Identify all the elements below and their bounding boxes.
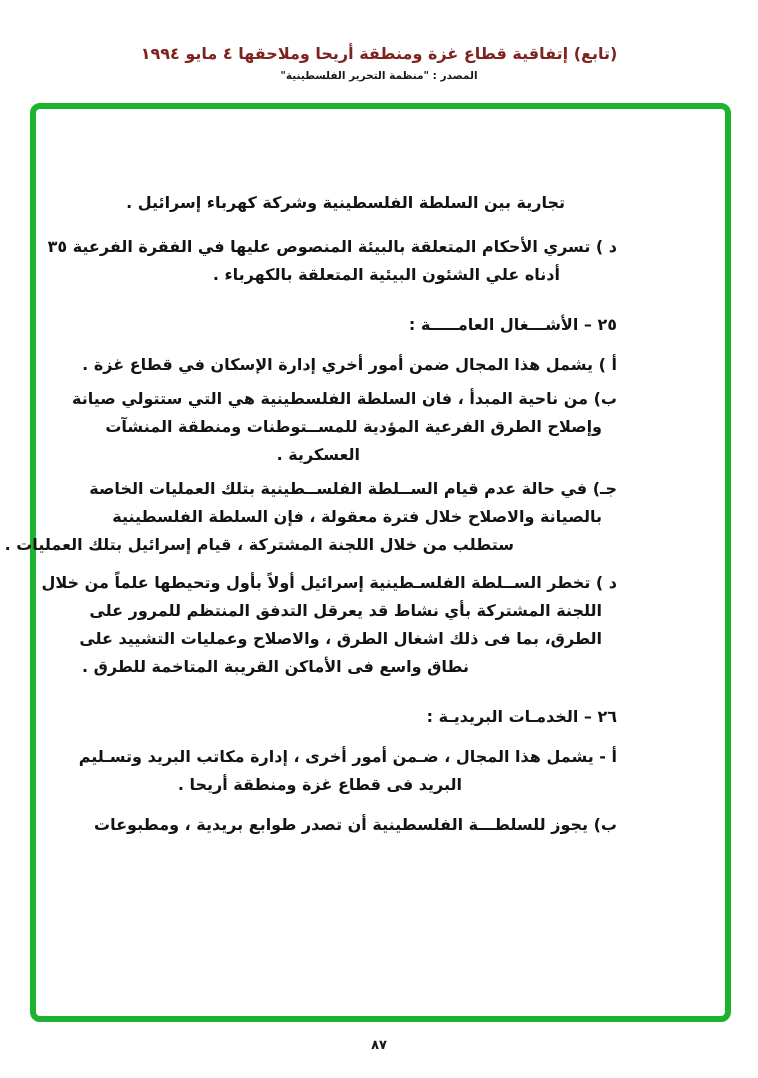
text-line: بالصيانة والاصلاح خلال فترة معقولة ، فإن السلطة الفلسطينية bbox=[112, 507, 602, 526]
paragraph-continuation bbox=[116, 189, 617, 217]
section-heading-25 bbox=[116, 311, 617, 339]
text-line: د ) تسري الأحكام المتعلقة بالبيئة المنصوص عليها في الفقرة الفرعية ٣٥ bbox=[47, 237, 617, 256]
text-line: وإصلاح الطرق الفرعية المؤدية للمســتوطنات ومنطقة المنشآت bbox=[105, 417, 602, 436]
paragraph-item-b2 bbox=[94, 811, 617, 839]
text-line: ب) من ناحية المبدأ ، فان السلطة الفلسطينية هي التي ستتولي صيانة bbox=[72, 389, 617, 408]
paragraph-item-j bbox=[4, 475, 617, 559]
text-line: البريد فى قطاع غزة ومنطقة أريحا . bbox=[177, 775, 462, 794]
text-line: تجارية بين السلطة الفلسطينية وشركة كهرباء إسرائيل . bbox=[126, 193, 565, 212]
paragraph-item-b1 bbox=[72, 385, 617, 469]
text-line: جـ) في حالة عدم قيام الســلطة الفلســطينية بتلك العمليات الخاصة bbox=[89, 479, 617, 498]
document-content bbox=[4, 109, 725, 839]
content-border-box bbox=[4, 103, 731, 1022]
page-header bbox=[0, 44, 758, 82]
paragraph-item-d1 bbox=[47, 233, 617, 289]
text-line: أ - يشمل هذا المجال ، ضـمن أمور أخرى ، إدارة مكاتب البريد وتسـليم bbox=[78, 747, 617, 766]
text-line: د ) تخطر الســلطة الفلسـطينية إسرائيل أولاً بأول وتحيطها علماً من خلال bbox=[41, 573, 617, 592]
section-heading-26 bbox=[116, 703, 617, 731]
paragraph-item-d2 bbox=[41, 569, 617, 681]
paragraph-item-a2 bbox=[78, 743, 617, 799]
text-line: أدناه علي الشئون البيئية المتعلقة بالكهرباء . bbox=[212, 265, 560, 284]
header-title: (تابع) إتفاقية قطاع غزة ومنطقة أريحا وملاحقها ٤ مايو ١٩٩٤ bbox=[140, 44, 618, 63]
text-line: العسكرية . bbox=[276, 445, 360, 464]
text-line: الطرق، بما فى ذلك اشغال الطرق ، والاصلاح وعمليات التشييد على bbox=[79, 629, 602, 648]
text-line: ستطلب من خلال اللجنة المشتركة ، قيام إسرائيل بتلك العمليات . bbox=[4, 535, 514, 554]
text-line: أ ) يشمل هذا المجال ضمن أمور أخري إدارة الإسكان في قطاع غزة . bbox=[82, 355, 617, 374]
section-heading-text: ٢٦ – الخدمـات البريديـة : bbox=[426, 707, 617, 726]
paragraph-item-a1 bbox=[82, 351, 617, 379]
header-source-line: المصدر : "منظمة التحرير الفلسطينية" bbox=[280, 70, 478, 82]
page-number: ٨٧ bbox=[371, 1038, 387, 1053]
text-line: نطاق واسع فى الأماكن القريبة المتاخمة للطرق . bbox=[81, 657, 469, 676]
text-line: ب) يجوز للسلطـــة الفلسطينية أن تصدر طوابع بريدية ، ومطبوعات bbox=[94, 815, 617, 834]
text-line: اللجنة المشتركة بأي نشاط قد يعرقل التدفق المنتظم للمرور على bbox=[89, 601, 602, 620]
section-heading-text: ٢٥ – الأشـــغال العامـــــة : bbox=[408, 315, 617, 334]
